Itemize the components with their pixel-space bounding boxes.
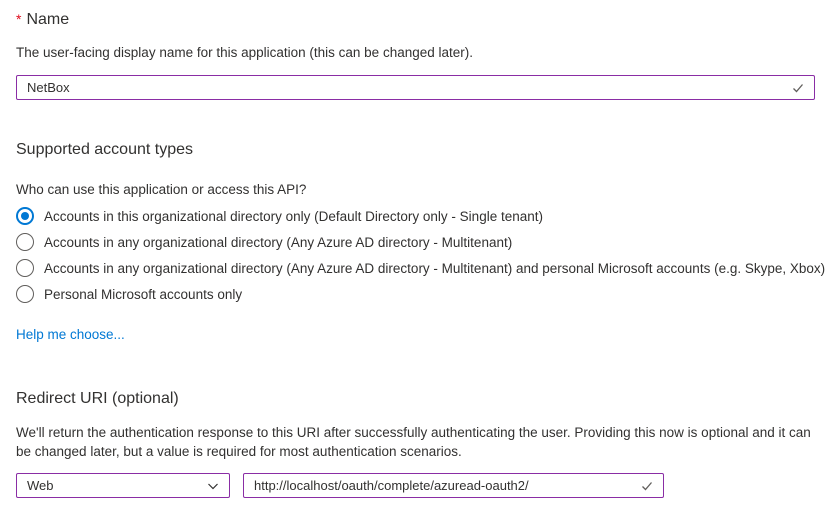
account-types-heading: Supported account types <box>16 141 194 158</box>
name-section-heading <box>16 11 69 29</box>
radio-selected-icon[interactable] <box>16 207 34 225</box>
redirect-uri-description: We'll return the authentication response to this URI after successfully authenticating the user. Providing this now is optional and it can be changed later, but a value is required for most authentication scenarios. <box>16 425 811 459</box>
redirect-uri-input-container <box>243 473 664 498</box>
check-icon <box>640 479 654 493</box>
radio-option-single-tenant[interactable] <box>16 206 543 226</box>
radio-option-multitenant[interactable] <box>16 232 512 252</box>
radio-unselected-icon[interactable] <box>16 285 34 303</box>
radio-option-label: Accounts in any organizational directory (Any Azure AD directory - Multitenant) and personal Microsoft accounts (e.g. Skype, Xbox) <box>44 260 826 276</box>
radio-option-personal-only[interactable] <box>16 284 242 304</box>
name-description: The user-facing display name for this application (this can be changed later). <box>16 45 473 60</box>
required-asterisk: * <box>16 11 22 27</box>
name-label: Name <box>26 11 70 28</box>
chevron-down-icon <box>206 479 220 493</box>
radio-option-label: Accounts in this organizational directory only (Default Directory only - Single tenant) <box>44 208 543 224</box>
name-input[interactable] <box>17 76 791 99</box>
radio-unselected-icon[interactable] <box>16 233 34 251</box>
radio-option-label: Personal Microsoft accounts only <box>44 286 243 302</box>
platform-select[interactable] <box>16 473 230 498</box>
radio-option-label: Accounts in any organizational directory (Any Azure AD directory - Multitenant) <box>44 234 513 250</box>
redirect-uri-input[interactable] <box>244 474 640 497</box>
check-icon <box>791 81 805 95</box>
radio-option-multitenant-personal[interactable] <box>16 258 825 278</box>
account-types-question: Who can use this application or access this API? <box>16 182 307 197</box>
redirect-uri-heading: Redirect URI (optional) <box>16 390 179 407</box>
name-input-container <box>16 75 815 100</box>
platform-select-value: Web <box>27 478 54 493</box>
help-me-choose-link[interactable]: Help me choose... <box>16 327 125 342</box>
radio-unselected-icon[interactable] <box>16 259 34 277</box>
